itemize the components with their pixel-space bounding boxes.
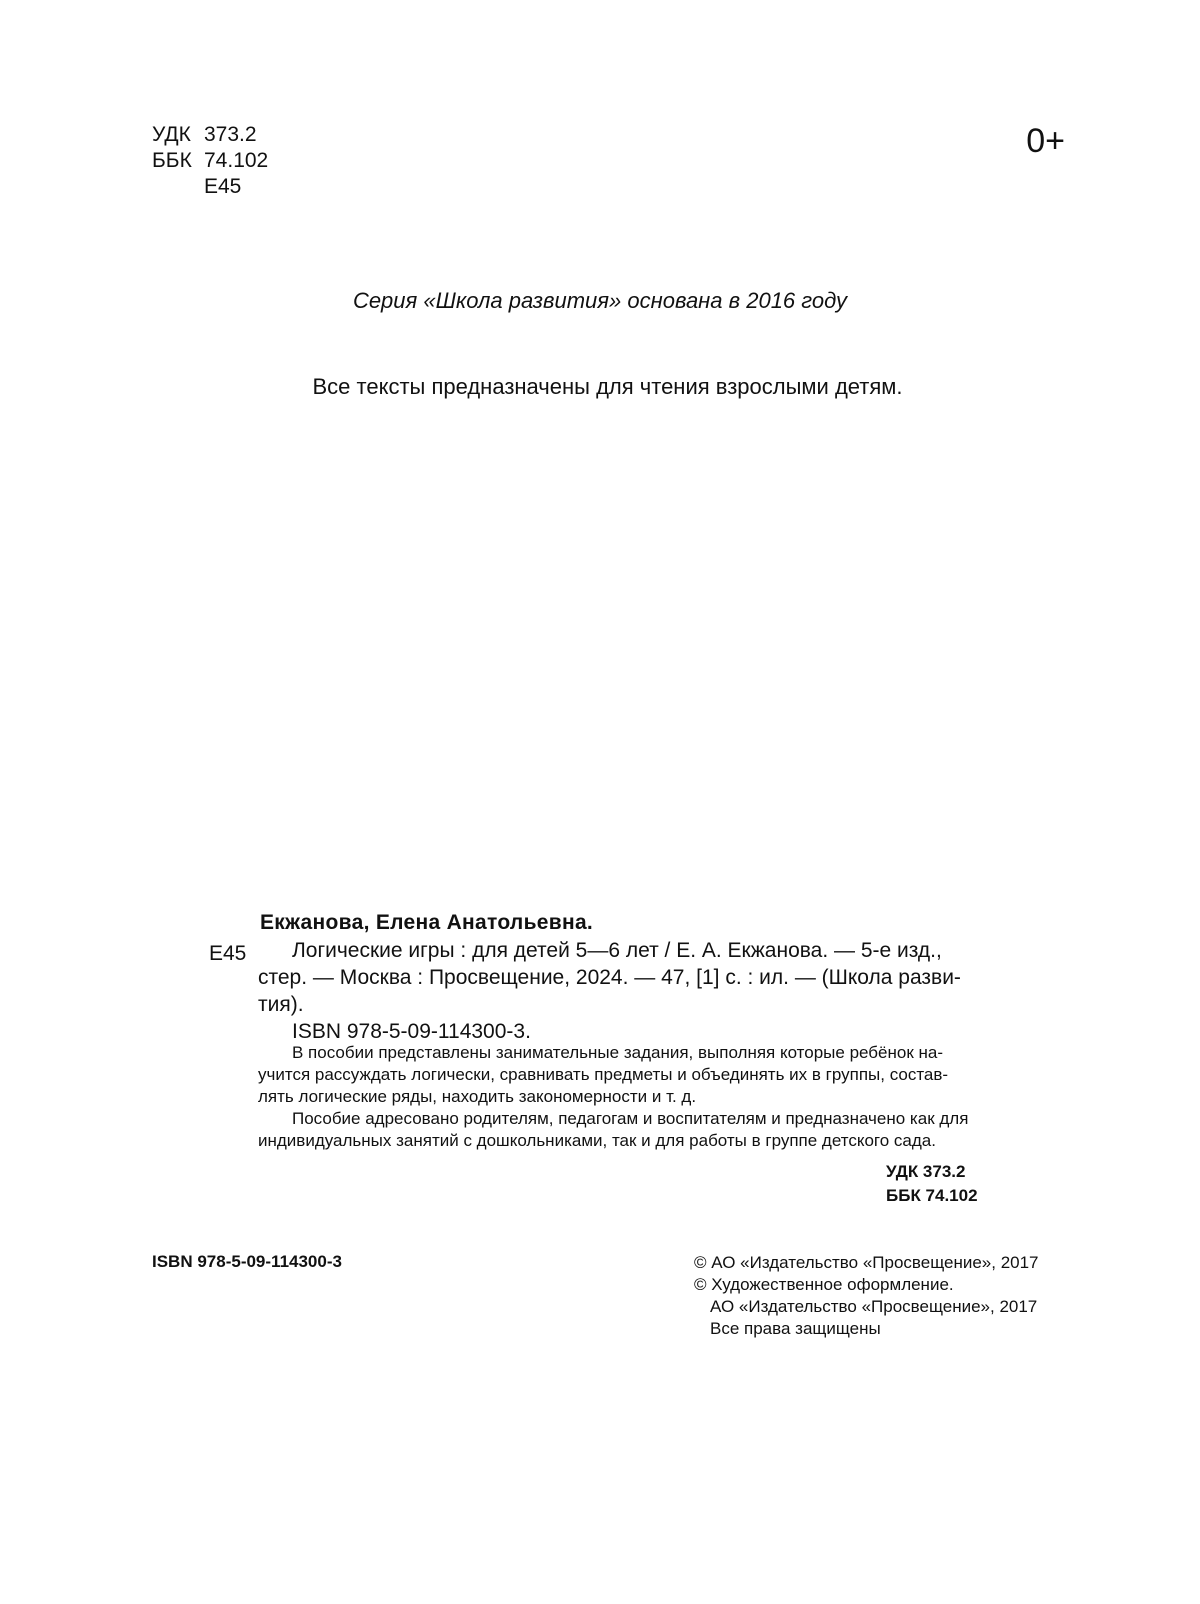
catalog-description-line: тия). xyxy=(258,993,304,1016)
catalog-author: Екжанова, Елена Анатольевна. xyxy=(260,911,594,934)
bbk-value: 74.102 xyxy=(204,149,269,172)
catalog-bbk: ББК 74.102 xyxy=(886,1186,978,1205)
author-mark: Е45 xyxy=(204,175,242,198)
bbk-row xyxy=(152,146,268,175)
udk-label: УДК xyxy=(152,123,191,146)
annotation-line: В пособии представлены занимательные задания, выполняя которые ребёнок на- xyxy=(292,1043,943,1062)
reading-notice: Все тексты предназначены для чтения взрослыми детям. xyxy=(312,374,903,399)
bbk-label: ББК xyxy=(152,149,192,172)
catalog-author-mark: Е45 xyxy=(209,942,247,965)
catalog-description-line: стер. — Москва : Просвещение, 2024. — 47, [1] с. : ил. — (Школа разви- xyxy=(258,966,961,989)
catalog-description-line: Логические игры : для детей 5—6 лет / Е. А. Екжанова. — 5-е изд., xyxy=(292,939,942,962)
catalog-udk: УДК 373.2 xyxy=(886,1162,966,1181)
udk-value: 373.2 xyxy=(204,123,257,146)
copyright-line: АО «Издательство «Просвещение», 2017 xyxy=(710,1297,1038,1316)
annotation-line: учится рассуждать логически, сравнивать предметы и объединять их в группы, состав- xyxy=(258,1065,949,1084)
catalog-isbn: ISBN 978-5-09-114300-3. xyxy=(292,1020,531,1043)
copyright-line: © АО «Издательство «Просвещение», 2017 xyxy=(694,1253,1039,1272)
annotation-line: Пособие адресовано родителям, педагогам и воспитателям и предназначено как для xyxy=(292,1109,969,1128)
annotation-line: индивидуальных занятий с дошкольниками, так и для работы в группе детского сада. xyxy=(258,1131,936,1150)
annotation-line: лять логические ряды, находить закономерности и т. д. xyxy=(258,1087,697,1106)
copyright-line: Все права защищены xyxy=(710,1319,881,1338)
copyright-line: © Художественное оформление. xyxy=(694,1275,954,1294)
udk-row xyxy=(152,120,257,149)
isbn-footer: ISBN 978-5-09-114300-3 xyxy=(152,1252,342,1271)
series-note: Серия «Школа развития» основана в 2016 году xyxy=(352,288,848,313)
age-rating: 0+ xyxy=(1026,122,1065,160)
